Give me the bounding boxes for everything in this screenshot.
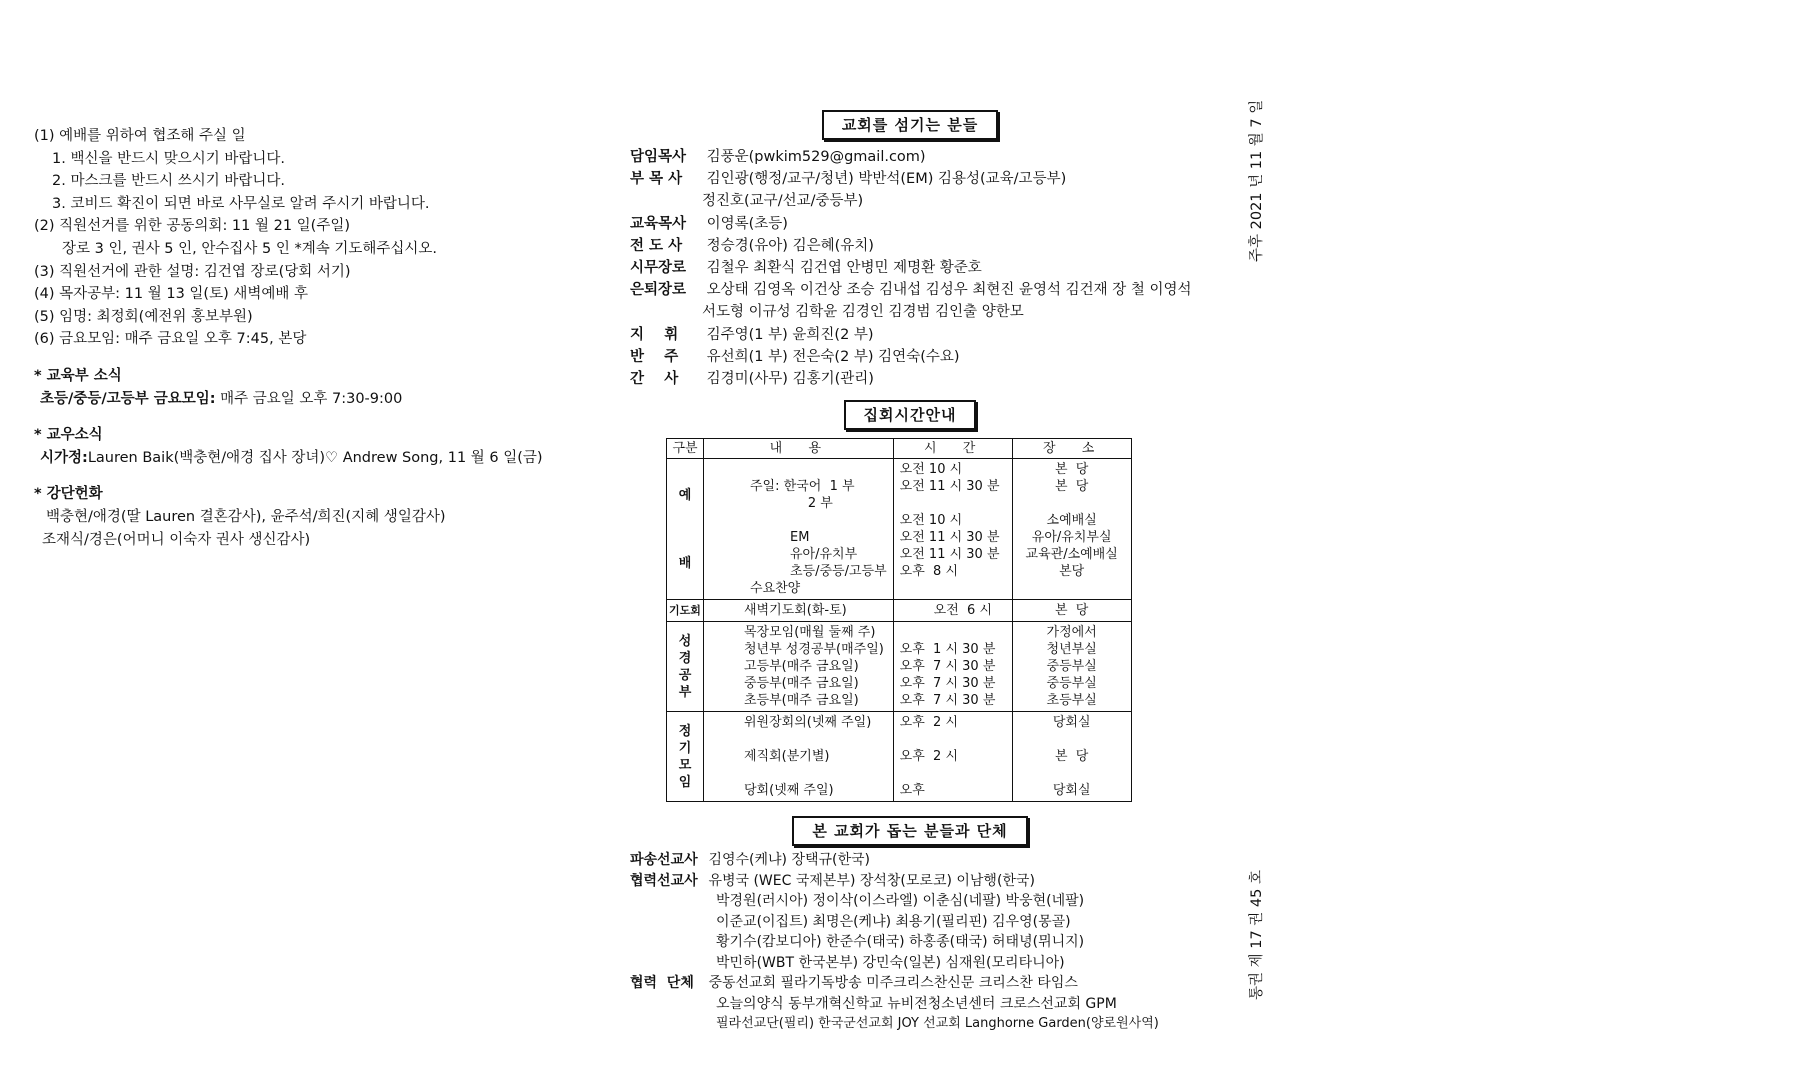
- announcement-item: (6) 금요모임: 매주 금요일 오후 7:45, 본당: [34, 331, 307, 348]
- schedule-row-worship: [667, 459, 1132, 600]
- announcement-item: (3) 직원선거에 관한 설명: 김건엽 장로(당회 서기): [34, 263, 351, 280]
- schedule-row-bible-study: [667, 622, 1132, 712]
- staff-label: 부 목 사: [630, 171, 683, 188]
- mission-continuation: 오늘의양식 동부개혁신학교 뉴비전청소년센터 크로스선교회 GPM: [716, 995, 1117, 1012]
- mission-text: 유병국 (WEC 국제본부) 장석창(모로코) 이남행(한국): [704, 872, 1035, 889]
- category-prayer: 기도회: [667, 600, 704, 622]
- education-news-title: * 교육부 소식: [34, 367, 122, 384]
- worship-content: 주일: 한국어 1 부 2 부 EM 유아/유치부 초등/중등/고등부 수요찬양: [704, 459, 894, 600]
- staff-text: 유선희(1 부) 전은숙(2 부) 김연숙(수요): [702, 348, 960, 365]
- staff-row: [630, 257, 1230, 279]
- mission-text: 김영수(케냐) 장택규(한국): [704, 852, 870, 869]
- announcement-item: (4) 목자공부: 11 월 13 일(토) 새벽예배 후: [34, 286, 308, 303]
- schedule-header-row: [667, 439, 1132, 459]
- bible-study-content: 목장모임(매월 둘째 주) 청년부 성경공부(매주일) 고등부(매주 금요일) 중등부(매주 금요일) 초등부(매주 금요일): [704, 622, 894, 712]
- schedule-row-meetings: [667, 712, 1132, 802]
- staff-text: 김철우 최환식 김건엽 안병민 제명환 황준호: [702, 260, 982, 277]
- mission-continuation: 필라선교단(필리) 한국군선교회 JOY 선교회 Langhorne Garden(양로원사역): [716, 1016, 1159, 1032]
- education-news-label: 초등/중등/고등부 금요모임:: [40, 390, 216, 407]
- bulletin-date: 주후 2021 년 11 월 7 일: [1249, 99, 1265, 262]
- mission-row: [630, 871, 1230, 892]
- altar-flowers-title: * 강단헌화: [34, 486, 103, 503]
- staff-text: 김경미(사무) 김홍기(관리): [702, 371, 874, 388]
- staff-label: 지 휘: [630, 326, 679, 343]
- header-time: 시 간: [893, 439, 1012, 459]
- meetings-content: 위원장회의(넷째 주일) 제직회(분기별) 당회(넷째 주일): [704, 712, 894, 802]
- staff-text: 김풍운(pwkim529@gmail.com): [702, 149, 926, 165]
- bible-study-time: 오후 1 시 30 분 오후 7 시 30 분 오후 7 시 30 분 오후 7 시 30 분: [893, 622, 1012, 712]
- schedule-row-prayer: [667, 600, 1132, 622]
- mission-label: 협력 단체: [630, 975, 694, 992]
- member-news-line: [34, 447, 594, 470]
- header-content: 내 용: [704, 439, 894, 459]
- bible-study-place: 가정에서 청년부실 중등부실 중등부실 초등부실: [1012, 622, 1131, 712]
- mission-continuation: 이준교(이집트) 최명은(케냐) 최용기(필리핀) 김우영(몽골): [716, 913, 1071, 930]
- staff-text: 김주영(1 부) 윤희진(2 부): [702, 326, 874, 343]
- staff-text: 김인광(행정/교구/청년) 박반석(EM) 김용성(교육/고등부): [702, 171, 1067, 188]
- announcement-subitem: 3. 코비드 확진이 되면 바로 사무실로 알려 주시기 바랍니다.: [52, 195, 430, 212]
- staff-row: [630, 146, 1230, 168]
- schedule-table: [666, 438, 1132, 802]
- education-news-line: [34, 388, 594, 411]
- mission-label: 협력선교사: [630, 872, 698, 889]
- announcements: [34, 125, 594, 551]
- staff-row: [630, 324, 1230, 346]
- mission-row: [630, 973, 1230, 994]
- staff-row: [630, 235, 1230, 257]
- header-place: 장 소: [1012, 439, 1131, 459]
- mission-title: 본 교회가 돕는 분들과 단체: [792, 816, 1027, 846]
- mission-continuation: 박민하(WBT 한국본부) 강민숙(일본) 심재원(모리타니아): [716, 954, 1065, 971]
- prayer-place: 본 당: [1012, 600, 1131, 622]
- mission-continuation: 황기수(캄보디아) 한준수(태국) 하홍종(태국) 허태녕(뮈니지): [716, 934, 1085, 951]
- staff-label: 반 주: [630, 348, 679, 365]
- bulletin-issue: 통권 제 17 권 45 호: [1249, 870, 1265, 1000]
- staff-text: 정승경(유아) 김은혜(유치): [702, 237, 874, 254]
- staff-label: 시무장로: [630, 260, 687, 277]
- worship-time: 오전 10 시 오전 11 시 30 분 오전 10 시 오전 11 시 30 분 오전 11 시 30 분 오후 8 시: [893, 459, 1012, 600]
- staff-label: 은퇴장로: [630, 282, 687, 299]
- member-news-title: * 교우소식: [34, 427, 103, 444]
- altar-flowers-line: 백충현/애경(딸 Lauren 결혼감사), 윤주석/희진(지혜 생일감사): [46, 508, 446, 525]
- mission-label: 파송선교사: [630, 852, 698, 869]
- announcement-item: (2) 직원선거를 위한 공동의회: 11 월 21 일(주일): [34, 218, 351, 235]
- staff-row: [630, 346, 1230, 368]
- staff-title: 교회를 섬기는 분들: [822, 110, 998, 140]
- staff-continuation: 서도형 이규성 김학윤 김경인 김경범 김인출 양한모: [702, 304, 1024, 321]
- schedule-title: 집회시간안내: [844, 400, 977, 430]
- staff-row: [630, 213, 1230, 235]
- staff-list: [630, 146, 1230, 390]
- mission-row: [630, 850, 1230, 871]
- mission-text: 중동선교회 필라기독방송 미주크리스찬신문 크리스찬 타임스: [704, 975, 1078, 992]
- meetings-time: 오후 2 시 오후 2 시 오후: [893, 712, 1012, 802]
- staff-continuation: 정진호(교구/선교/중등부): [702, 193, 864, 210]
- announcement-item: (5) 임명: 최정회(예전위 홍보부원): [34, 308, 253, 325]
- mission-continuation: 박경원(러시아) 정이삭(이스라엘) 이춘심(네팔) 박웅현(네팔): [716, 893, 1085, 910]
- meetings-place: 당회실 본 당 당회실: [1012, 712, 1131, 802]
- announcement-subitem: 장로 3 인, 권사 5 인, 안수집사 5 인 *계속 기도해주십시오.: [62, 240, 437, 257]
- announcement-subitem: 2. 마스크를 반드시 쓰시기 바랍니다.: [52, 173, 285, 190]
- prayer-content: 새벽기도회(화-토): [704, 600, 894, 622]
- category-bible-study: 성 경 공 부: [667, 622, 704, 712]
- staff-label: 담임목사: [630, 149, 687, 165]
- staff-text: 오상태 김영옥 이건상 조승 김내섭 김성우 최현진 윤영석 김건재 장 철 이영석: [702, 282, 1192, 299]
- worship-place: 본 당 본 당 소예배실 유아/유치부실 교육관/소예배실 본당: [1012, 459, 1131, 600]
- mission-list: [630, 850, 1230, 1035]
- staff-label: 전 도 사: [630, 237, 683, 254]
- category-meetings: 정 기 모 임: [667, 712, 704, 802]
- staff-text: 이영록(초등): [702, 215, 788, 232]
- member-news-text: Lauren Baik(백충현/애경 집사 장녀)♡ Andrew Song, 11 월 6 일(금): [87, 449, 543, 466]
- announcement-item: (1) 예배를 위하여 협조해 주실 일: [34, 128, 246, 144]
- staff-row: [630, 279, 1230, 301]
- staff-row: [630, 368, 1230, 390]
- category-worship: 예 배: [667, 459, 704, 600]
- staff-row: [630, 168, 1230, 190]
- right-column: [630, 110, 1230, 1035]
- prayer-time: 오전 6 시: [893, 600, 1012, 622]
- header-category: 구분: [667, 439, 704, 459]
- announcement-subitem: 1. 백신을 반드시 맞으시기 바랍니다.: [52, 150, 285, 167]
- staff-label: 간 사: [630, 371, 679, 388]
- altar-flowers-line: 조재식/경은(어머니 이숙자 권사 생신감사): [42, 531, 311, 548]
- education-news-text: 매주 금요일 오후 7:30-9:00: [215, 390, 403, 407]
- staff-label: 교육목사: [630, 215, 687, 232]
- member-news-label: 시가정:: [40, 449, 88, 466]
